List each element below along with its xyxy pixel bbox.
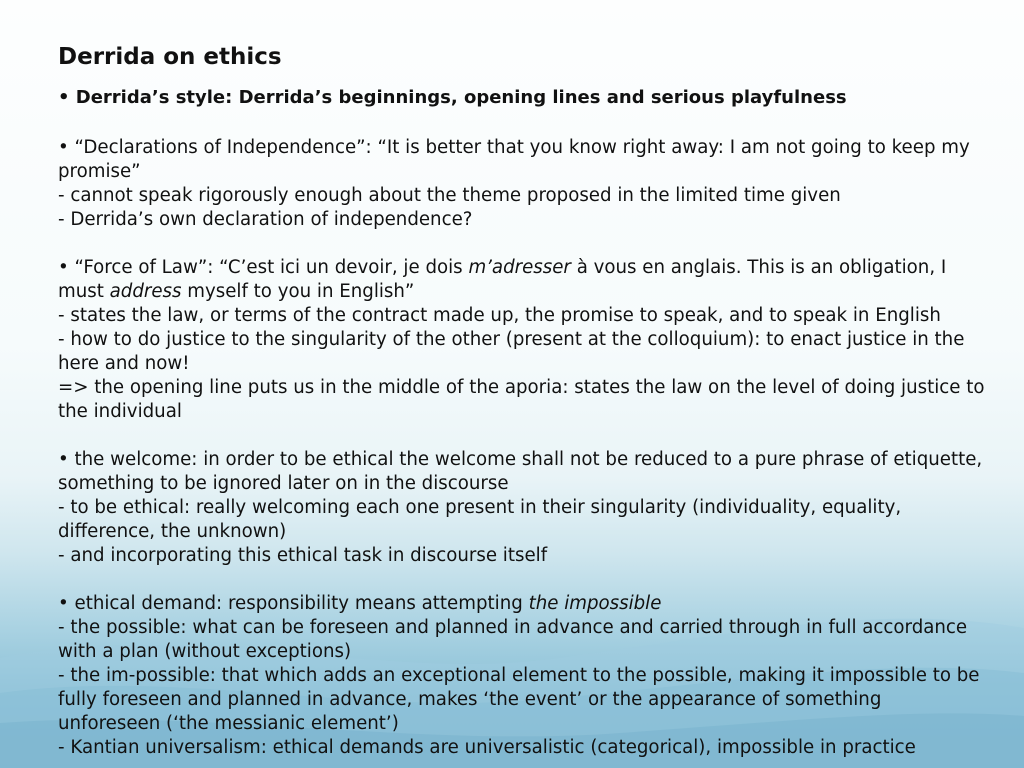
point-states-law: - states the law, or terms of the contract made up, the promise to speak, and to speak in English [58, 305, 941, 326]
section-welcome [58, 448, 988, 568]
spacer [58, 232, 988, 256]
point-the-possible: - the possible: what can be foreseen and planned in advance and carried through in full accordance with a plan (without exceptions) [58, 617, 973, 662]
slide-content [58, 40, 991, 760]
point-aporia: => the opening line puts us in the middle of the aporia: states the law on the level of doing justice to the individual [58, 377, 991, 422]
bullet-welcome: • the welcome: in order to be ethical the welcome shall not be reduced to a pure phrase of etiquette, something to be ignored later on in the discourse [58, 449, 989, 494]
slide-subtitle: • Derrida’s style: Derrida’s beginnings, opening lines and serious playfulness [58, 87, 847, 108]
point-speak-rigorously: - cannot speak rigorously enough about the theme proposed in the limited time given [58, 185, 841, 206]
bullet-declarations: • “Declarations of Independence”: “It is better that you know right away: I am not going to keep my promise” [58, 137, 976, 182]
point-incorporating-task: - and incorporating this ethical task in discourse itself [58, 545, 548, 566]
spacer [58, 424, 988, 448]
point-to-be-ethical: - to be ethical: really welcoming each one present in their singularity (individuality, equality, difference, the unknown) [58, 497, 907, 542]
point-kantian-universalism: - Kantian universalism: ethical demands are universalistic (categorical), impossible in practice [58, 737, 916, 758]
point-the-im-possible: - the im-possible: that which adds an exceptional element to the possible, making it impossible to be fully foreseen and planned in advance, makes ‘the event’ or the appearance of something unforeseen (‘the messianic element’) [58, 665, 986, 734]
spacer [58, 568, 988, 592]
section-ethical-demand [58, 592, 988, 760]
section-force-of-law [58, 256, 991, 424]
section-declarations [58, 136, 988, 232]
spacer [58, 112, 988, 136]
bullet-force-of-law: • “Force of Law”: “C’est ici un devoir, je dois m’adresser à vous en anglais. This is an obligation, I must address myself to you in English” [58, 257, 953, 302]
slide-title: Derrida on ethics [58, 44, 282, 70]
point-own-declaration: - Derrida’s own declaration of independence? [58, 209, 473, 230]
bullet-ethical-demand: • ethical demand: responsibility means attempting the impossible [58, 593, 662, 614]
point-justice-singularity: - how to do justice to the singularity of the other (present at the colloquium): to enact justice in the here and now! [58, 329, 971, 374]
